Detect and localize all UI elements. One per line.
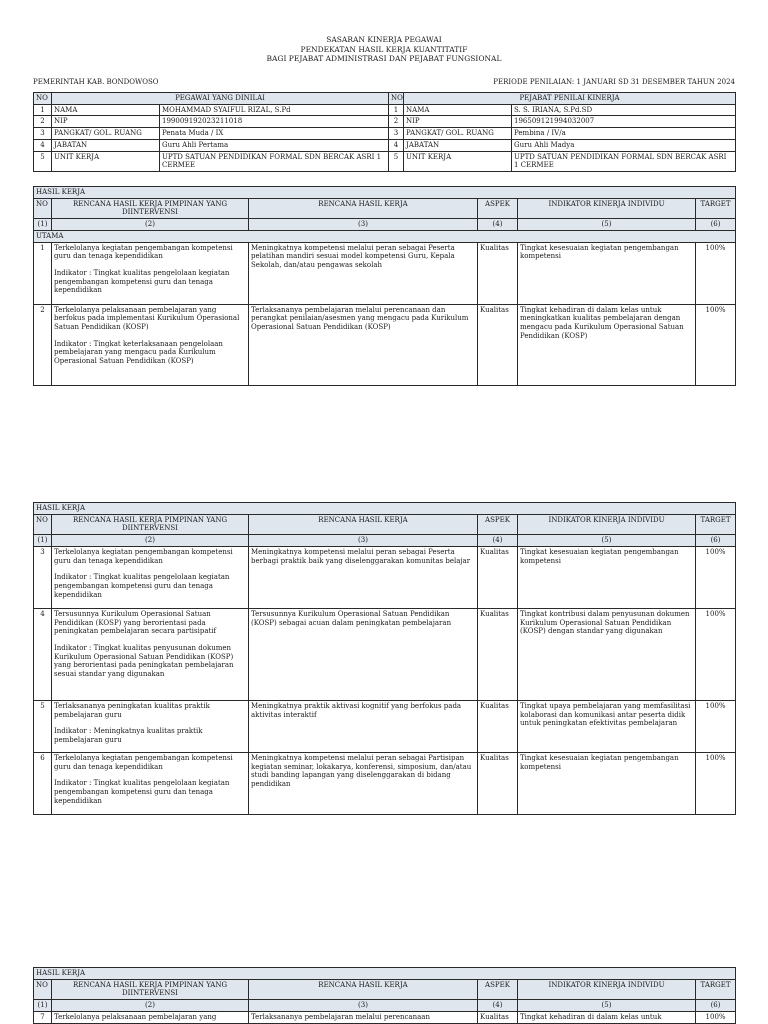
col-target-header: TARGET: [696, 198, 736, 218]
table-row: [34, 1011, 736, 1023]
results-table-3: [33, 967, 736, 1024]
row-leader-plan: [52, 752, 249, 814]
row-plan: Meningkatnya kompetensi melalui peran sebagai Peserta berbagi praktik baik yang diselenggarakan komunitas belajar: [249, 546, 478, 608]
col-target-header: TARGET: [696, 514, 736, 534]
col-num-2: (2): [52, 219, 249, 231]
row-leader-plan: [52, 700, 249, 752]
appraiser-nip: 196509121994032007: [512, 116, 736, 128]
row-indicator: Tingkat upaya pembelajaran yang memfasilitasi kolaborasi dan komunikasi antar peserta didik untuk peningkatan efektivitas pembelajaran: [518, 700, 696, 752]
utama-row: [34, 230, 736, 242]
results-header-row: [34, 514, 736, 534]
identity-label: PANGKAT/ GOL. RUANG: [52, 128, 160, 140]
row-no: 6: [34, 752, 52, 814]
identity-row: [34, 116, 736, 128]
section-title: HASIL KERJA: [34, 968, 736, 980]
row-target: 100%: [696, 546, 736, 608]
leader-plan-text: Terkelolanya pelaksanaan pembelajaran yang berfokus pada implementasi Kurikulum Operasional Satuan Pendidikan (KOSP): [54, 305, 240, 331]
leader-plan-text: Terkelolanya kegiatan pengembangan kompetensi guru dan tenaga kependidikan: [54, 547, 233, 565]
title-line-3: BAGI PEJABAT ADMINISTRASI DAN PEJABAT FUNGSIONAL: [266, 54, 502, 64]
col-leader-plan-header: RENCANA HASIL KERJA PIMPINAN YANG DIINTERVENSI: [52, 514, 249, 534]
row-target: 100%: [696, 304, 736, 385]
row-plan: Meningkatnya praktik aktivasi kognitif yang berfokus pada aktivitas interaktif: [249, 700, 478, 752]
identity-row: [34, 104, 736, 116]
table-row: [34, 304, 736, 385]
employee-name: MOHAMMAD SYAIFUL RIZAL, S.Pd: [160, 104, 389, 116]
period-label: PERIODE PENILAIAN: 1 JANUARI SD 31 DESEMBER TAHUN 2024: [493, 78, 735, 86]
col-leader-plan-header: RENCANA HASIL KERJA PIMPINAN YANG DIINTERVENSI: [52, 979, 249, 999]
col-indicator-header: INDIKATOR KINERJA INDIVIDU: [518, 198, 696, 218]
table-row: [34, 608, 736, 700]
row-indicator: Tingkat kesesuaian kegiatan pengembangan kompetensi: [518, 752, 696, 814]
row-target: 100%: [696, 1011, 736, 1023]
results-header-row: [34, 979, 736, 999]
column-number-row: [34, 535, 736, 547]
col-num-4: (4): [478, 1000, 518, 1012]
row-leader-plan: [52, 546, 249, 608]
col-indicator-header: INDIKATOR KINERJA INDIVIDU: [518, 979, 696, 999]
section-title: HASIL KERJA: [34, 187, 736, 199]
document-title: [0, 35, 768, 64]
row-plan: Meningkatnya kompetensi melalui peran sebagai Peserta pelatihan mandiri sesuai model kompetensi Guru, Kepala Sekolah, dan/atau pengawas sekolah: [249, 242, 478, 304]
section-row: [34, 968, 736, 980]
col-aspect-header: ASPEK: [478, 198, 518, 218]
col-num-4: (4): [478, 535, 518, 547]
leader-plan-indicator: Indikator : Tingkat keterlaksanaan pengelolaan pembelajaran yang mengacu pada Kurikulum Operasional Satuan Pendidikan (KOSP): [54, 339, 223, 366]
col-num-4: (4): [478, 219, 518, 231]
row-leader-plan: [52, 242, 249, 304]
identity-header-row: [34, 93, 736, 105]
col-num-2: (2): [52, 1000, 249, 1012]
col-leader-plan-header: RENCANA HASIL KERJA PIMPINAN YANG DIINTERVENSI: [52, 198, 249, 218]
row-no: 2: [34, 304, 52, 385]
row-indicator: Tingkat kehadiran di dalam kelas untuk meningkatkan kualitas pembelajaran dengan mengacu pada Kurikulum Operasional Satuan Pendidikan (KOSP): [518, 304, 696, 385]
row-target: 100%: [696, 608, 736, 700]
row-no: 4: [34, 608, 52, 700]
identity-no: 3: [34, 128, 52, 140]
section-title: HASIL KERJA: [34, 503, 736, 515]
table-row: [34, 700, 736, 752]
row-leader-plan: [52, 304, 249, 385]
employee-rank: Penata Muda / IX: [160, 128, 389, 140]
leader-plan-text: Terkelolanya kegiatan pengembangan kompetensi guru dan tenaga kependidikan: [54, 753, 233, 771]
row-no: 3: [34, 546, 52, 608]
identity-label: PANGKAT/ GOL. RUANG: [404, 128, 512, 140]
row-target: 100%: [696, 752, 736, 814]
row-aspect: Kualitas: [478, 304, 518, 385]
row-aspect: Kualitas: [478, 1011, 518, 1023]
row-target: 100%: [696, 242, 736, 304]
col-plan-header: RENCANA HASIL KERJA: [249, 198, 478, 218]
results-header-row: [34, 198, 736, 218]
row-no: 5: [34, 700, 52, 752]
table-row: [34, 546, 736, 608]
leader-plan-indicator: Indikator : Tingkat kualitas pengelolaan kegiatan pengembangan kompetensi guru dan tenaga kependidikan: [54, 573, 230, 599]
appraiser-position: Guru Ahli Madya: [512, 139, 736, 151]
employee-nip: 199009192023211018: [160, 116, 389, 128]
row-plan: Meningkatnya kompetensi melalui peran sebagai Partisipan kegiatan seminar, lokakarya, konferensi, simposium, dan/atau studi banding lapangan yang diselenggarakan di bidang pendidikan: [249, 752, 478, 814]
results-table-2: [33, 502, 736, 815]
col-aspect-header: ASPEK: [478, 979, 518, 999]
row-aspect: Kualitas: [478, 700, 518, 752]
leader-plan-indicator: Indikator : Tingkat kualitas penyusunan dokumen Kurikulum Operasional Satuan Pendidikan (KOSP) yang berorientasi pada peningkatan pembelajaran sesuai standar yang digunakan: [54, 643, 234, 679]
col-no-header: NO: [34, 979, 52, 999]
appraiser-rank: Pembina / IV/a: [512, 128, 736, 140]
appraiser-name: S. S. IRIANA, S.Pd.SD: [512, 104, 736, 116]
employee-header: PEGAWAI YANG DINILAI: [52, 93, 389, 105]
row-aspect: Kualitas: [478, 752, 518, 814]
leader-plan-text: Tersusunnya Kurikulum Operasional Satuan Pendidikan (KOSP) yang berorientasi pada peningkatan pembelajaran secara partisipatif: [54, 609, 217, 636]
identity-no: 3: [389, 128, 404, 140]
leader-plan-indicator: Indikator : Tingkat kualitas pengelolaan kegiatan pengembangan kompetensi guru dan tenaga kependidikan: [54, 779, 230, 805]
col-num-6: (6): [696, 219, 736, 231]
row-plan: Tersusunnya Kurikulum Operasional Satuan Pendidikan (KOSP) sebagai acuan dalam peningkatan pembelajaran: [249, 608, 478, 700]
identity-label: UNIT KERJA: [404, 151, 512, 171]
identity-no-header-2: NO: [389, 93, 404, 105]
col-num-3: (3): [249, 535, 478, 547]
identity-no: 2: [34, 116, 52, 128]
section-row: [34, 503, 736, 515]
row-leader-plan: [52, 608, 249, 700]
table-row: [34, 242, 736, 304]
title-line-2: PENDEKATAN HASIL KERJA KUANTITATIF: [300, 44, 468, 54]
column-number-row: [34, 1000, 736, 1012]
col-num-5: (5): [518, 535, 696, 547]
col-no-header: NO: [34, 514, 52, 534]
col-num-2: (2): [52, 535, 249, 547]
row-aspect: Kualitas: [478, 242, 518, 304]
employee-position: Guru Ahli Pertama: [160, 139, 389, 151]
identity-no: 4: [34, 139, 52, 151]
agency-label: PEMERINTAH KAB. BONDOWOSO: [33, 78, 159, 86]
row-indicator: Tingkat kontribusi dalam penyusunan dokumen Kurikulum Operasional Satuan Pendidikan (KOSP) dengan standar yang digunakan: [518, 608, 696, 700]
col-num-3: (3): [249, 219, 478, 231]
appraiser-unit: UPTD SATUAN PENDIDIKAN FORMAL SDN BERCAK ASRI 1 CERMEE: [512, 151, 736, 171]
identity-table: [33, 92, 736, 172]
col-num-3: (3): [249, 1000, 478, 1012]
row-no: 7: [34, 1011, 52, 1023]
row-indicator: Tingkat kehadiran di dalam kelas untuk: [518, 1011, 696, 1023]
identity-no: 2: [389, 116, 404, 128]
col-plan-header: RENCANA HASIL KERJA: [249, 979, 478, 999]
row-plan: Terlaksananya pembelajaran melalui perencanaan dan perangkat penilaian/asesmen yang mengacu pada Kurikulum Operasional Satuan Pendidikan (KOSP): [249, 304, 478, 385]
row-indicator: Tingkat kesesuaian kegiatan pengembangan kompetensi: [518, 242, 696, 304]
col-num-5: (5): [518, 1000, 696, 1012]
identity-label: JABATAN: [404, 139, 512, 151]
identity-label: NAMA: [404, 104, 512, 116]
col-indicator-header: INDIKATOR KINERJA INDIVIDU: [518, 514, 696, 534]
col-target-header: TARGET: [696, 979, 736, 999]
col-plan-header: RENCANA HASIL KERJA: [249, 514, 478, 534]
row-plan: Terlaksananya pembelajaran melalui perencanaan: [249, 1011, 478, 1023]
table-row: [34, 752, 736, 814]
col-num-1: (1): [34, 219, 52, 231]
col-no-header: NO: [34, 198, 52, 218]
row-aspect: Kualitas: [478, 546, 518, 608]
identity-no-header: NO: [34, 93, 52, 105]
results-table-1: [33, 186, 736, 386]
row-no: 1: [34, 242, 52, 304]
identity-row: [34, 139, 736, 151]
identity-label: NAMA: [52, 104, 160, 116]
identity-label: JABATAN: [52, 139, 160, 151]
col-num-1: (1): [34, 535, 52, 547]
col-aspect-header: ASPEK: [478, 514, 518, 534]
col-num-1: (1): [34, 1000, 52, 1012]
section-row: [34, 187, 736, 199]
identity-no: 5: [389, 151, 404, 171]
identity-no: 4: [389, 139, 404, 151]
identity-no: 1: [389, 104, 404, 116]
appraiser-header: PEJABAT PENILAI KINERJA: [404, 93, 736, 105]
employee-unit: UPTD SATUAN PENDIDIKAN FORMAL SDN BERCAK ASRI 1 CERMEE: [160, 151, 389, 171]
identity-no: 5: [34, 151, 52, 171]
title-line-1: SASARAN KINERJA PEGAWAI: [326, 35, 442, 44]
leader-plan-indicator: Indikator : Tingkat kualitas pengelolaan kegiatan pengembangan kompetensi guru dan tenaga kependidikan: [54, 268, 230, 295]
col-num-6: (6): [696, 535, 736, 547]
identity-label: NIP: [52, 116, 160, 128]
leader-plan-indicator: Indikator : Meningkatnya kualitas praktik pembelajaran guru: [54, 727, 203, 744]
row-aspect: Kualitas: [478, 608, 518, 700]
column-number-row: [34, 219, 736, 231]
row-indicator: Tingkat kesesuaian kegiatan pengembangan kompetensi: [518, 546, 696, 608]
identity-row: [34, 128, 736, 140]
leader-plan-text: Terlaksananya peningkatan kualitas praktik pembelajaran guru: [54, 701, 210, 719]
row-target: 100%: [696, 700, 736, 752]
utama-label: UTAMA: [34, 230, 736, 242]
identity-no: 1: [34, 104, 52, 116]
identity-row: [34, 151, 736, 171]
row-leader-plan: Terkelolanya pelaksanaan pembelajaran yang: [52, 1011, 249, 1023]
col-num-5: (5): [518, 219, 696, 231]
leader-plan-text: Terkelolanya kegiatan pengembangan kompetensi guru dan tenaga kependidikan: [54, 243, 233, 261]
col-num-6: (6): [696, 1000, 736, 1012]
identity-label: UNIT KERJA: [52, 151, 160, 171]
identity-label: NIP: [404, 116, 512, 128]
